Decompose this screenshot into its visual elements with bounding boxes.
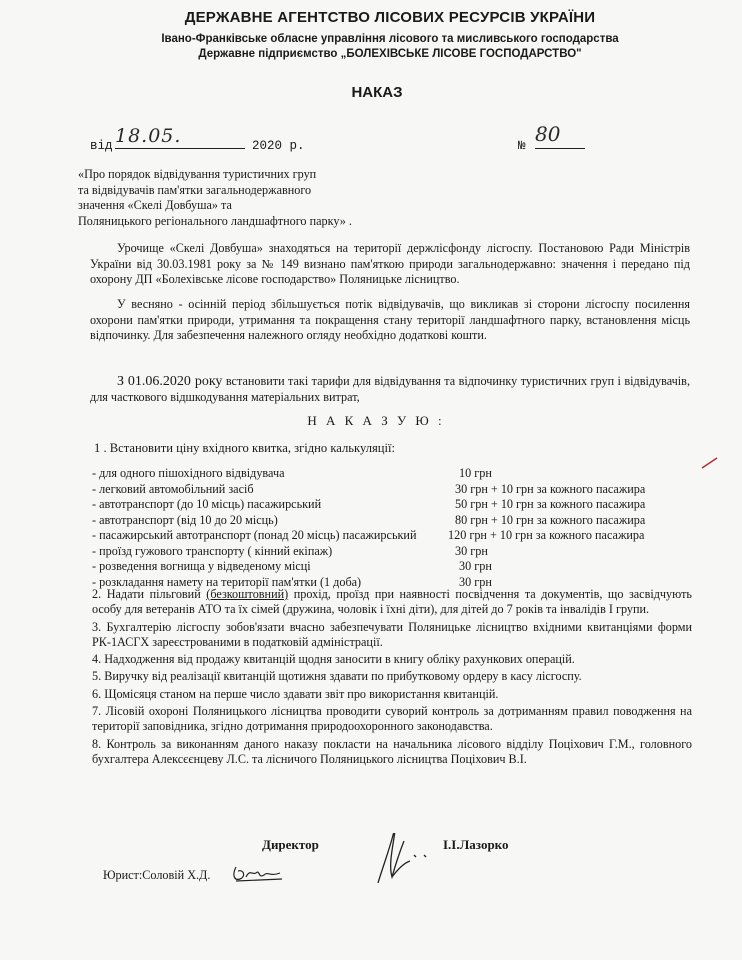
signature-block xyxy=(0,833,742,893)
item-2-free-entry xyxy=(92,587,692,618)
tariff-list xyxy=(92,465,702,589)
item-2-text-end: прохід, проїзд при наявності посвідчення та документів, що засвідчують особу для ветеранів АТО та їх сімей (дружина, чоловік і їхні діти), для дітей до 7 років та інвалідів І групи. xyxy=(92,587,692,617)
order-heading: Н А К А З У Ю : xyxy=(307,413,445,428)
order-subject xyxy=(78,167,498,229)
item-7-control: 7. Лісовій охороні Поляницького лісництва проводити суворий контроль за дотриманням правил поводження на території заповідника, згідно дотримання природоохоронного законодавства. xyxy=(92,704,692,734)
paragraph-tariffs-intro xyxy=(90,374,690,405)
effective-date: З 01.06.2020 року xyxy=(117,374,223,389)
tariff-name: - автотранспорт (до 10 місць) пасажирський xyxy=(92,497,322,511)
subject-line: «Про порядок відвідування туристичних груп xyxy=(78,167,317,181)
year-label: 2020 р. xyxy=(252,139,305,153)
tariff-name: - автотранспорт (від 10 до 20 місць) xyxy=(92,512,278,527)
item-5-revenue: 5. Виручку від реалізації квитанцій щотижня здавати по прибутковому ордеру в касу лісгоспу. xyxy=(92,669,582,684)
tariff-name: - для одного пішохідного відвідувача xyxy=(92,466,285,480)
tariff-price: 30 грн xyxy=(459,559,492,573)
tariff-row xyxy=(92,512,702,528)
lawyer-name: Юрист:Соловій Х.Д. xyxy=(103,868,211,882)
tariff-price: 30 грн + 10 грн за кожного пасажира xyxy=(455,481,646,496)
director-title: Директор xyxy=(262,837,319,852)
item-1-ticket-price: 1 . Встановити ціну вхідного квитка, згідно калькуляції: xyxy=(94,441,396,455)
tariff-price: 30 грн xyxy=(459,574,492,589)
enterprise-name: Державне підприємство „БОЛЕХІВСЬКЕ ЛІСОВЕ ГОСПОДАРСТВО" xyxy=(198,48,582,60)
director-name: І.І.Лазорко xyxy=(443,837,509,852)
regional-department: Івано-Франківське обласне управління лісового та мисливського господарства xyxy=(161,33,619,45)
paragraph-location: Урочище «Скелі Довбуша» знаходяться на території держлісфонду лісгоспу. Постановою Ради Міністрів України від 30.03.1981 року за № 149 визнано пам'яткою природи загальнодержавно: значення і передано під охорону ДП «Болехівське лісове господарство» Поляницьке лісництво. xyxy=(90,241,690,286)
item-4-receipts: 4. Надходження від продажу квитанцій щодня заносити в книгу обліку рахункових операцій. xyxy=(92,652,575,667)
order-items xyxy=(92,587,692,769)
handwritten-signatures xyxy=(0,833,742,893)
tariff-name: - легковий автомобільний засіб xyxy=(92,481,254,496)
tariff-price: 30 грн xyxy=(455,543,488,558)
tariff-price: 10 грн xyxy=(459,466,492,480)
tariff-row xyxy=(92,543,702,559)
from-label: від xyxy=(90,139,113,153)
tariff-name: - розкладання намету на території пам'ятки (1 доба) xyxy=(92,574,362,589)
tariff-row xyxy=(92,481,702,497)
item-6-report: 6. Щомісяця станом на перше число здавати звіт про використання квитанцій. xyxy=(92,686,499,701)
subject-line: Поляницького регіонального ландшафтного парку» . xyxy=(78,213,352,228)
director-signature xyxy=(378,833,426,883)
tariff-price: 50 грн + 10 грн за кожного пасажира xyxy=(455,497,646,511)
tariff-name: - розведення вогнища у відведеному місці xyxy=(92,559,311,573)
item-3-accounting: 3. Бухгалтерію лісгоспу зобов'язати вчасно забезпечувати Поляницьке лісництво вхідними квитанціями форми РК-1АСГХ зареєстрованими в податковій адміністрації. xyxy=(92,619,692,649)
number-label: № xyxy=(518,139,526,153)
subject-line: значення «Скелі Довбуша» та xyxy=(78,198,232,213)
ink-mark xyxy=(700,455,720,471)
item-2-text-start: 2. Надати пільговий xyxy=(92,587,207,601)
agency-title: ДЕРЖАВНЕ АГЕНТСТВО ЛІСОВИХ РЕСУРСІВ УКРАЇНИ xyxy=(184,9,596,26)
tariff-name: - пасажирський автотранспорт (понад 20 місць) пасажирський xyxy=(92,528,417,542)
order-date-number-row xyxy=(90,122,690,156)
subject-line: та відвідувачів пам'ятки загальнодержавного xyxy=(78,182,312,197)
tariff-row xyxy=(92,558,702,574)
tariff-name: - проїзд гужового транспорту ( кінний екіпаж) xyxy=(92,543,333,558)
lawyer-signature xyxy=(234,867,282,881)
item-2-free-word: (безкоштовний) xyxy=(206,587,289,601)
tariff-row xyxy=(92,527,702,543)
tariffs-intro-text: встановити такі тарифи для відвідування та відпочинку туристичних груп і відвідувачів, для часткового відшкодування матеріальних витрат, xyxy=(90,374,690,404)
tariff-price: 120 грн + 10 грн за кожного пасажира xyxy=(448,528,645,542)
paragraph-reason: У весняно - осінній період збільшується потік відвідувачів, що викликав зі сторони лісгоспу посилення охорони пам'ятки природи, утримання та покращення стану території ландшафтного парку, встановлення місць відпочинку. Для забезпечення належного огляду необхідно додаткові кошти. xyxy=(90,297,690,342)
document-title: НАКАЗ xyxy=(351,84,403,101)
handwritten-date: 18.05. xyxy=(115,128,245,149)
tariff-price: 80 грн + 10 грн за кожного пасажира xyxy=(455,512,646,527)
handwritten-order-number: 80 xyxy=(535,126,585,149)
tariff-row xyxy=(92,465,702,481)
tariff-row xyxy=(92,496,702,512)
item-8-supervision: 8. Контроль за виконанням даного наказу покласти на начальника лісового відділу Поціхович Г.М., головного бухгалтера Алексєєнцеву Л.С. та лісничого Поляницького лісництва Поціхович В.І. xyxy=(92,736,692,766)
